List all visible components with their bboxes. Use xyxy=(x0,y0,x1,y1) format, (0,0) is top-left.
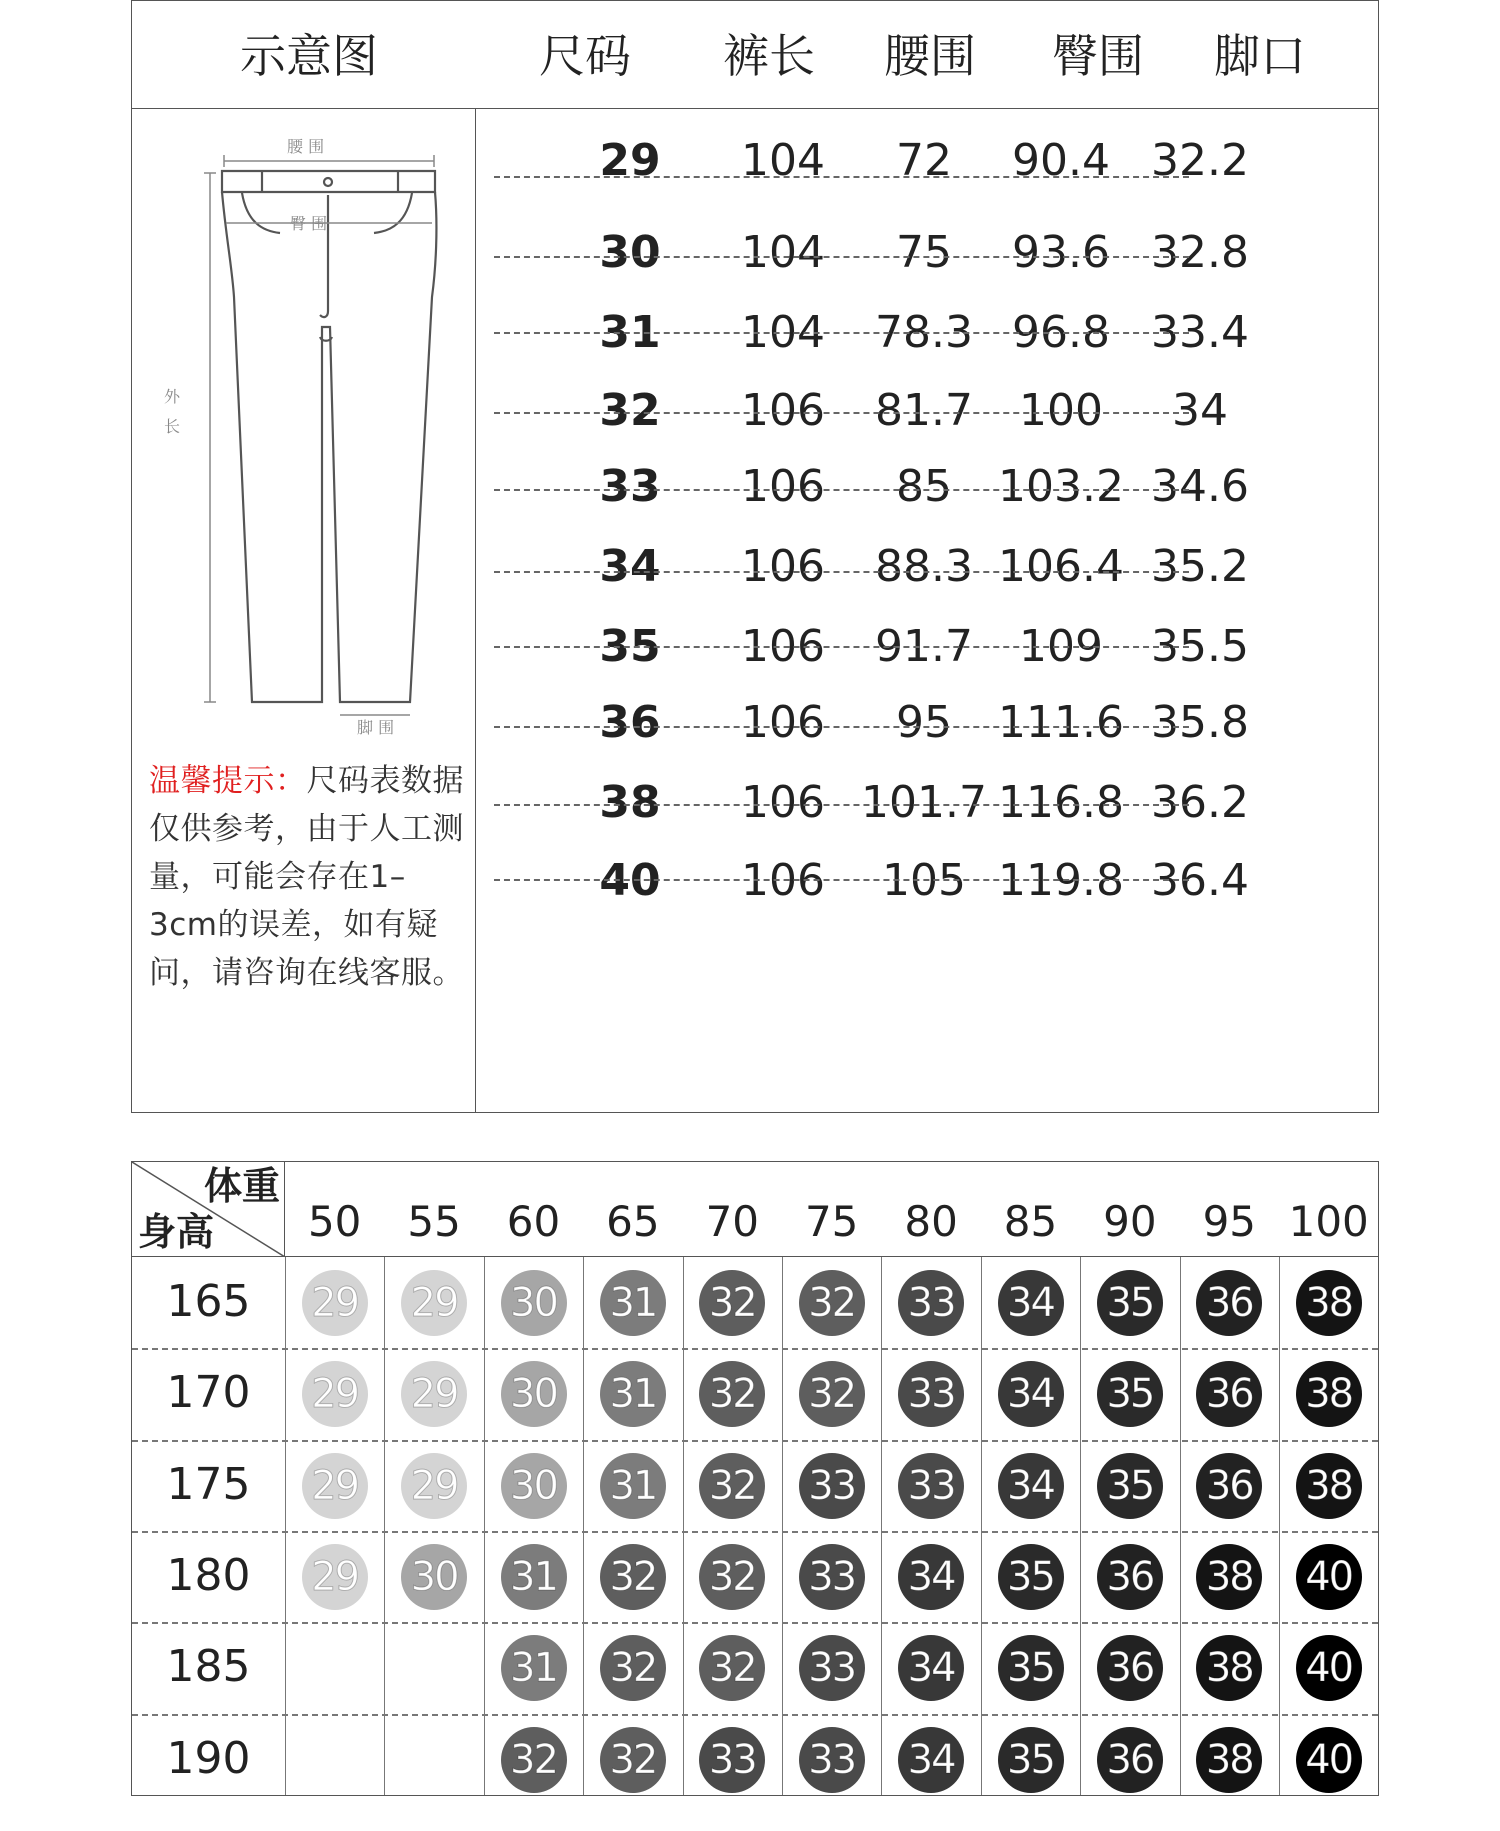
size-badge: 32 xyxy=(699,1270,765,1336)
cell-hip: 111.6 xyxy=(998,697,1124,748)
size-badge: 33 xyxy=(799,1727,865,1793)
row-divider xyxy=(494,804,1189,806)
header-waist: 腰围 xyxy=(884,29,976,83)
corner-height-label: 身高 xyxy=(138,1210,215,1254)
size-badge: 33 xyxy=(799,1453,865,1519)
cell-hip: 103.2 xyxy=(998,461,1124,512)
size-badge: 32 xyxy=(501,1727,567,1793)
cell-size: 35 xyxy=(599,621,661,672)
height-row xyxy=(132,1348,1378,1439)
size-badge: 31 xyxy=(600,1453,666,1519)
size-badge: 36 xyxy=(1196,1361,1262,1427)
cell-length: 106 xyxy=(741,461,825,512)
size-badge: 30 xyxy=(401,1544,467,1610)
tip-label: 温馨提示： xyxy=(149,763,307,799)
height-label: 180 xyxy=(166,1549,251,1601)
cell-size: 34 xyxy=(599,541,661,592)
size-badge: 29 xyxy=(401,1453,467,1519)
size-row xyxy=(476,117,1378,209)
cell-hip: 90.4 xyxy=(1012,135,1110,186)
cell-hem: 32.8 xyxy=(1151,227,1249,278)
cell-waist: 81.7 xyxy=(875,385,973,436)
size-badge: 29 xyxy=(401,1361,467,1427)
size-badge: 35 xyxy=(998,1544,1064,1610)
diagram-column xyxy=(132,109,476,1112)
size-badge: 38 xyxy=(1296,1453,1362,1519)
size-badge: 36 xyxy=(1196,1453,1262,1519)
size-badge: 33 xyxy=(898,1361,964,1427)
cell-length: 106 xyxy=(741,541,825,592)
cell-hem: 35.5 xyxy=(1151,621,1249,672)
size-badge: 32 xyxy=(699,1635,765,1701)
size-row xyxy=(476,679,1378,771)
size-row xyxy=(476,523,1378,615)
height-row xyxy=(132,1257,1378,1348)
cell-waist: 88.3 xyxy=(875,541,973,592)
size-badge: 31 xyxy=(600,1270,666,1336)
diagram-label-outer-length-2: 长 xyxy=(164,417,181,436)
row-divider xyxy=(494,646,1189,648)
cell-waist: 72 xyxy=(896,135,952,186)
cell-waist: 91.7 xyxy=(875,621,973,672)
row-divider xyxy=(494,571,1189,573)
height-label: 190 xyxy=(166,1732,251,1784)
cell-waist: 85 xyxy=(896,461,952,512)
row-divider xyxy=(494,489,1189,491)
size-badge: 33 xyxy=(898,1453,964,1519)
size-badge: 29 xyxy=(302,1361,368,1427)
cell-hem: 32.2 xyxy=(1151,135,1249,186)
weight-label: 65 xyxy=(606,1197,660,1246)
corner-weight-label: 体重 xyxy=(204,1164,281,1208)
tip-text: 尺码表数据仅供参考，由于人工测量，可能会存在1–3cm的误差，如有疑问，请咨询在线客服。 xyxy=(149,763,464,991)
cell-size: 38 xyxy=(599,777,661,828)
size-badge: 29 xyxy=(401,1270,467,1336)
height-label: 170 xyxy=(166,1367,251,1419)
size-badge: 33 xyxy=(799,1635,865,1701)
cell-size: 36 xyxy=(599,697,661,748)
cell-length: 106 xyxy=(741,855,825,906)
size-badge: 33 xyxy=(699,1727,765,1793)
size-badge: 40 xyxy=(1296,1727,1362,1793)
size-badge: 40 xyxy=(1296,1635,1362,1701)
size-row xyxy=(476,209,1378,301)
cell-hip: 109 xyxy=(1019,621,1103,672)
row-divider xyxy=(494,332,1189,334)
size-badge: 34 xyxy=(998,1361,1064,1427)
weight-label: 50 xyxy=(307,1197,362,1246)
size-badge: 32 xyxy=(600,1635,666,1701)
height-row xyxy=(132,1622,1378,1713)
size-badge: 31 xyxy=(600,1361,666,1427)
cell-length: 104 xyxy=(741,307,825,358)
weight-header-row xyxy=(285,1162,1378,1257)
size-badge: 40 xyxy=(1296,1544,1362,1610)
cell-hem: 33.4 xyxy=(1151,307,1249,358)
cell-waist: 95 xyxy=(896,697,952,748)
row-divider xyxy=(494,412,1189,414)
diagram-label-hip: 臀 围 xyxy=(290,214,328,233)
size-badge: 32 xyxy=(799,1270,865,1336)
weight-label: 60 xyxy=(506,1197,561,1246)
weight-label: 55 xyxy=(407,1197,461,1246)
header-hem: 脚口 xyxy=(1214,29,1306,83)
weight-label: 75 xyxy=(804,1197,859,1246)
cell-hem: 35.2 xyxy=(1151,541,1249,592)
cell-waist: 75 xyxy=(896,227,952,278)
size-badge: 34 xyxy=(898,1635,964,1701)
size-recommendation-grid xyxy=(131,1161,1379,1796)
size-badge: 32 xyxy=(699,1361,765,1427)
size-badge: 32 xyxy=(600,1727,666,1793)
row-divider xyxy=(494,256,1189,258)
size-badge: 30 xyxy=(501,1270,567,1336)
size-badge: 29 xyxy=(302,1270,368,1336)
cell-size: 33 xyxy=(599,461,661,512)
cell-size: 30 xyxy=(599,227,661,278)
size-badge: 34 xyxy=(998,1270,1064,1336)
size-badge: 36 xyxy=(1097,1727,1163,1793)
size-badge: 34 xyxy=(898,1544,964,1610)
size-badge: 32 xyxy=(600,1544,666,1610)
cell-hem: 36.4 xyxy=(1151,855,1249,906)
cell-length: 106 xyxy=(741,777,825,828)
cell-hem: 34.6 xyxy=(1151,461,1249,512)
cell-hem: 36.2 xyxy=(1151,777,1249,828)
diagram-label-outer-length-1: 外 xyxy=(164,387,181,406)
cell-hip: 116.8 xyxy=(998,777,1124,828)
weight-label: 90 xyxy=(1103,1197,1157,1246)
size-badge: 35 xyxy=(1097,1361,1163,1427)
size-badge: 36 xyxy=(1196,1270,1262,1336)
size-badge: 35 xyxy=(1097,1270,1163,1336)
size-badge: 33 xyxy=(799,1544,865,1610)
size-badge: 35 xyxy=(998,1635,1064,1701)
height-label: 175 xyxy=(166,1458,251,1510)
size-badge: 36 xyxy=(1097,1544,1163,1610)
height-label: 185 xyxy=(166,1641,251,1693)
size-badge: 38 xyxy=(1296,1270,1362,1336)
cell-hem: 35.8 xyxy=(1151,697,1249,748)
size-badge: 32 xyxy=(699,1544,765,1610)
header-length: 裤长 xyxy=(723,29,815,83)
size-badge: 29 xyxy=(302,1544,368,1610)
row-divider xyxy=(494,726,1189,728)
size-badge: 38 xyxy=(1196,1635,1262,1701)
cell-hip: 93.6 xyxy=(1012,227,1110,278)
size-chart-table xyxy=(131,0,1379,1113)
header-hip: 臀围 xyxy=(1052,29,1144,83)
weight-label: 100 xyxy=(1288,1197,1369,1246)
cell-size: 29 xyxy=(599,135,661,186)
cell-length: 106 xyxy=(741,385,825,436)
cell-size: 40 xyxy=(599,855,661,906)
cell-hip: 100 xyxy=(1019,385,1103,436)
height-row xyxy=(132,1531,1378,1622)
row-divider xyxy=(494,176,1189,178)
height-label: 165 xyxy=(166,1276,251,1327)
weight-label: 85 xyxy=(1003,1197,1058,1246)
size-badge: 31 xyxy=(501,1635,567,1701)
size-badge: 38 xyxy=(1196,1727,1262,1793)
size-row xyxy=(476,837,1378,929)
cell-waist: 101.7 xyxy=(861,777,987,828)
diagram-label-waist: 腰 围 xyxy=(287,137,325,156)
weight-label: 70 xyxy=(705,1197,760,1246)
size-badge: 31 xyxy=(501,1544,567,1610)
size-badge: 30 xyxy=(501,1453,567,1519)
cell-length: 104 xyxy=(741,135,825,186)
size-badge: 34 xyxy=(998,1453,1064,1519)
size-badge: 29 xyxy=(302,1453,368,1519)
size-badge: 32 xyxy=(799,1361,865,1427)
size-badge: 33 xyxy=(898,1270,964,1336)
cell-size: 31 xyxy=(599,307,661,358)
header-size: 尺码 xyxy=(539,29,631,83)
cell-hem: 34 xyxy=(1172,385,1228,436)
size-badge: 30 xyxy=(501,1361,567,1427)
cell-length: 106 xyxy=(741,621,825,672)
cell-length: 106 xyxy=(741,697,825,748)
cell-hip: 96.8 xyxy=(1012,307,1110,358)
cell-hip: 106.4 xyxy=(998,541,1124,592)
cell-size: 32 xyxy=(599,385,661,436)
size-badge: 32 xyxy=(699,1453,765,1519)
size-badge: 34 xyxy=(898,1727,964,1793)
size-badge: 36 xyxy=(1097,1635,1163,1701)
weight-label: 80 xyxy=(904,1197,958,1246)
weight-label: 95 xyxy=(1202,1197,1257,1246)
diagram-label-hem: 脚 围 xyxy=(357,718,395,737)
size-badge: 38 xyxy=(1196,1544,1262,1610)
cell-waist: 105 xyxy=(882,855,966,906)
height-row xyxy=(132,1714,1378,1805)
cell-length: 104 xyxy=(741,227,825,278)
size-chart-header xyxy=(132,1,1378,109)
cell-waist: 78.3 xyxy=(875,307,973,358)
grid-corner xyxy=(132,1162,285,1257)
size-badge: 38 xyxy=(1296,1361,1362,1427)
header-diagram: 示意图 xyxy=(240,29,378,83)
cell-hip: 119.8 xyxy=(998,855,1124,906)
size-tip xyxy=(149,757,469,997)
row-divider xyxy=(494,879,1189,881)
height-row xyxy=(132,1440,1378,1531)
size-badge: 35 xyxy=(1097,1453,1163,1519)
size-badge: 35 xyxy=(998,1727,1064,1793)
